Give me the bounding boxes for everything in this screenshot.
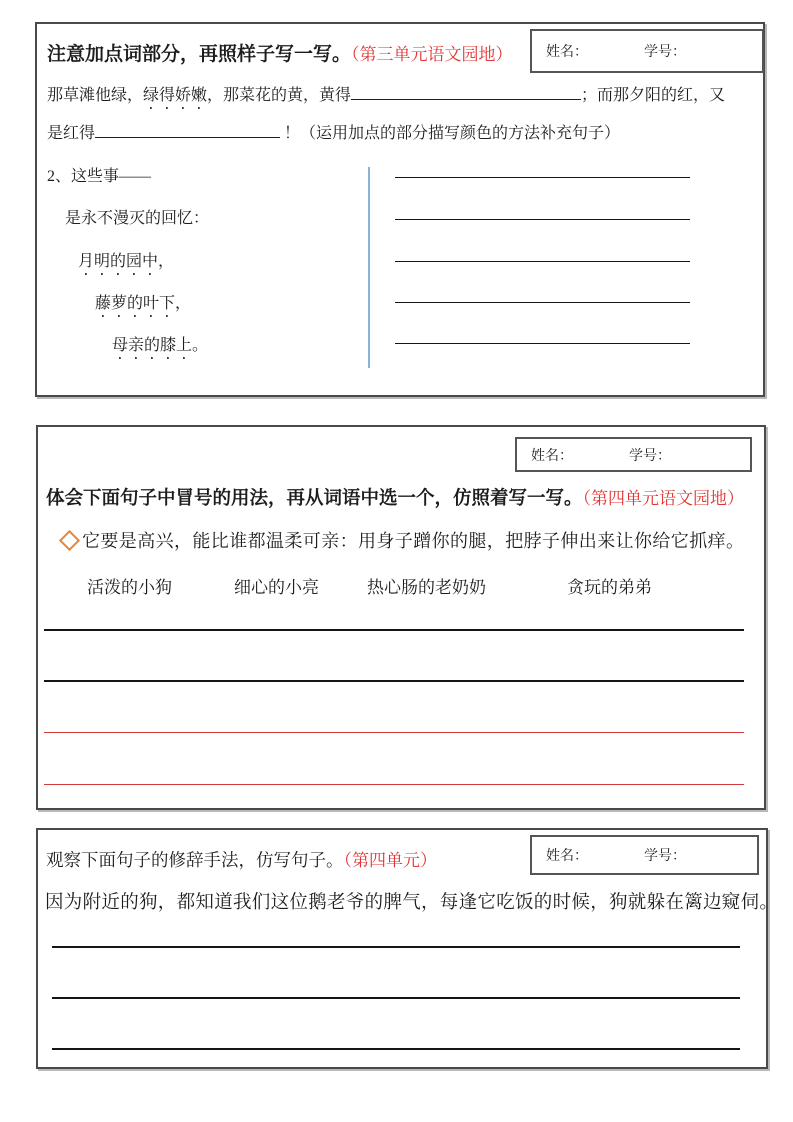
fill-in-sentence-1 (47, 82, 725, 113)
student-id-label: 学号： (644, 45, 686, 60)
sentence-2-pre: 是红得 (47, 125, 96, 142)
word-option-1: 活泼的小狗 (87, 578, 172, 597)
sentence-1-pre: 那草滩他绿， (47, 87, 144, 104)
answer-line (44, 629, 744, 631)
name-label: 姓名： (546, 849, 588, 864)
word-option-2: 细心的小亮 (234, 578, 319, 597)
name-id-box-2 (515, 437, 752, 472)
poem-line-2: 是永不漫灭的回忆： (65, 210, 210, 227)
section-1-box (35, 22, 765, 397)
answer-line (52, 946, 740, 948)
answer-line (395, 219, 690, 220)
section-3-title (46, 846, 437, 872)
section-2-box (36, 425, 766, 810)
answer-line (395, 261, 690, 262)
section-2-title-text: 体会下面句子中冒号的用法，再从词语中选一个，仿照着写一写。 (46, 487, 583, 508)
answer-line (44, 680, 744, 682)
section-2-title (46, 484, 744, 510)
sentence-1-mid: ，那菜花的黄，黄得 (207, 87, 352, 104)
section-1-title (47, 39, 513, 66)
poem-divider-line (368, 167, 370, 368)
name-label: 姓名： (531, 448, 573, 464)
name-id-box-3 (530, 835, 759, 875)
sentence-1-emphasized: 绿得娇嫩 (143, 87, 208, 104)
example-sentence-rhetoric: 因为附近的狗，都知道我们这位鹅老爷的脾气，每逢它吃饭的时候，狗就躲在篱边窥伺。 (45, 893, 779, 913)
answer-line (395, 343, 690, 344)
section-1-unit-note: （第三单元语文园地） (351, 45, 513, 64)
section-3-title-text: 观察下面句子的修辞手法，仿写句子。 (46, 850, 344, 870)
answer-line-red (44, 784, 744, 785)
answer-line (395, 177, 690, 178)
answer-blank-1 (351, 83, 581, 100)
answer-line (395, 302, 690, 303)
word-option-3: 热心肠的老奶奶 (367, 578, 486, 597)
name-id-box-1 (530, 29, 764, 73)
answer-blank-2 (95, 121, 280, 138)
fill-in-sentence-2 (47, 120, 620, 143)
poem-line-4: 藤萝的叶下， (95, 295, 192, 312)
poem-line-1: 2、这些事—— (47, 168, 152, 185)
word-option-4: 贪玩的弟弟 (567, 578, 652, 597)
answer-line (52, 997, 740, 999)
poem-line-5: 母亲的膝上。 (112, 337, 209, 354)
poem-line-3: 月明的园中， (78, 253, 175, 270)
section-2-unit-note: （第四单元语文园地） (582, 489, 745, 508)
answer-line-red (44, 732, 744, 733)
diamond-bullet-icon (59, 530, 80, 551)
sentence-1-after-blank: ；而那夕阳的红，又 (581, 87, 726, 104)
section-1-title-text: 注意加点词部分，再照样子写一写。 (47, 44, 352, 65)
name-label: 姓名： (546, 45, 588, 60)
answer-line (52, 1048, 740, 1050)
sentence-2-after-blank: ！（运用加点的部分描写颜色的方法补充句子） (284, 125, 621, 142)
student-id-label: 学号： (644, 849, 686, 864)
section-3-box (36, 828, 779, 1069)
section-3-unit-note: （第四单元） (343, 851, 437, 870)
student-id-label: 学号： (629, 448, 671, 464)
example-sentence-colon: 它要是高兴，能比谁都温柔可亲：用身子蹭你的腿，把脖子伸出来让你给它抓痒。 (82, 531, 745, 551)
